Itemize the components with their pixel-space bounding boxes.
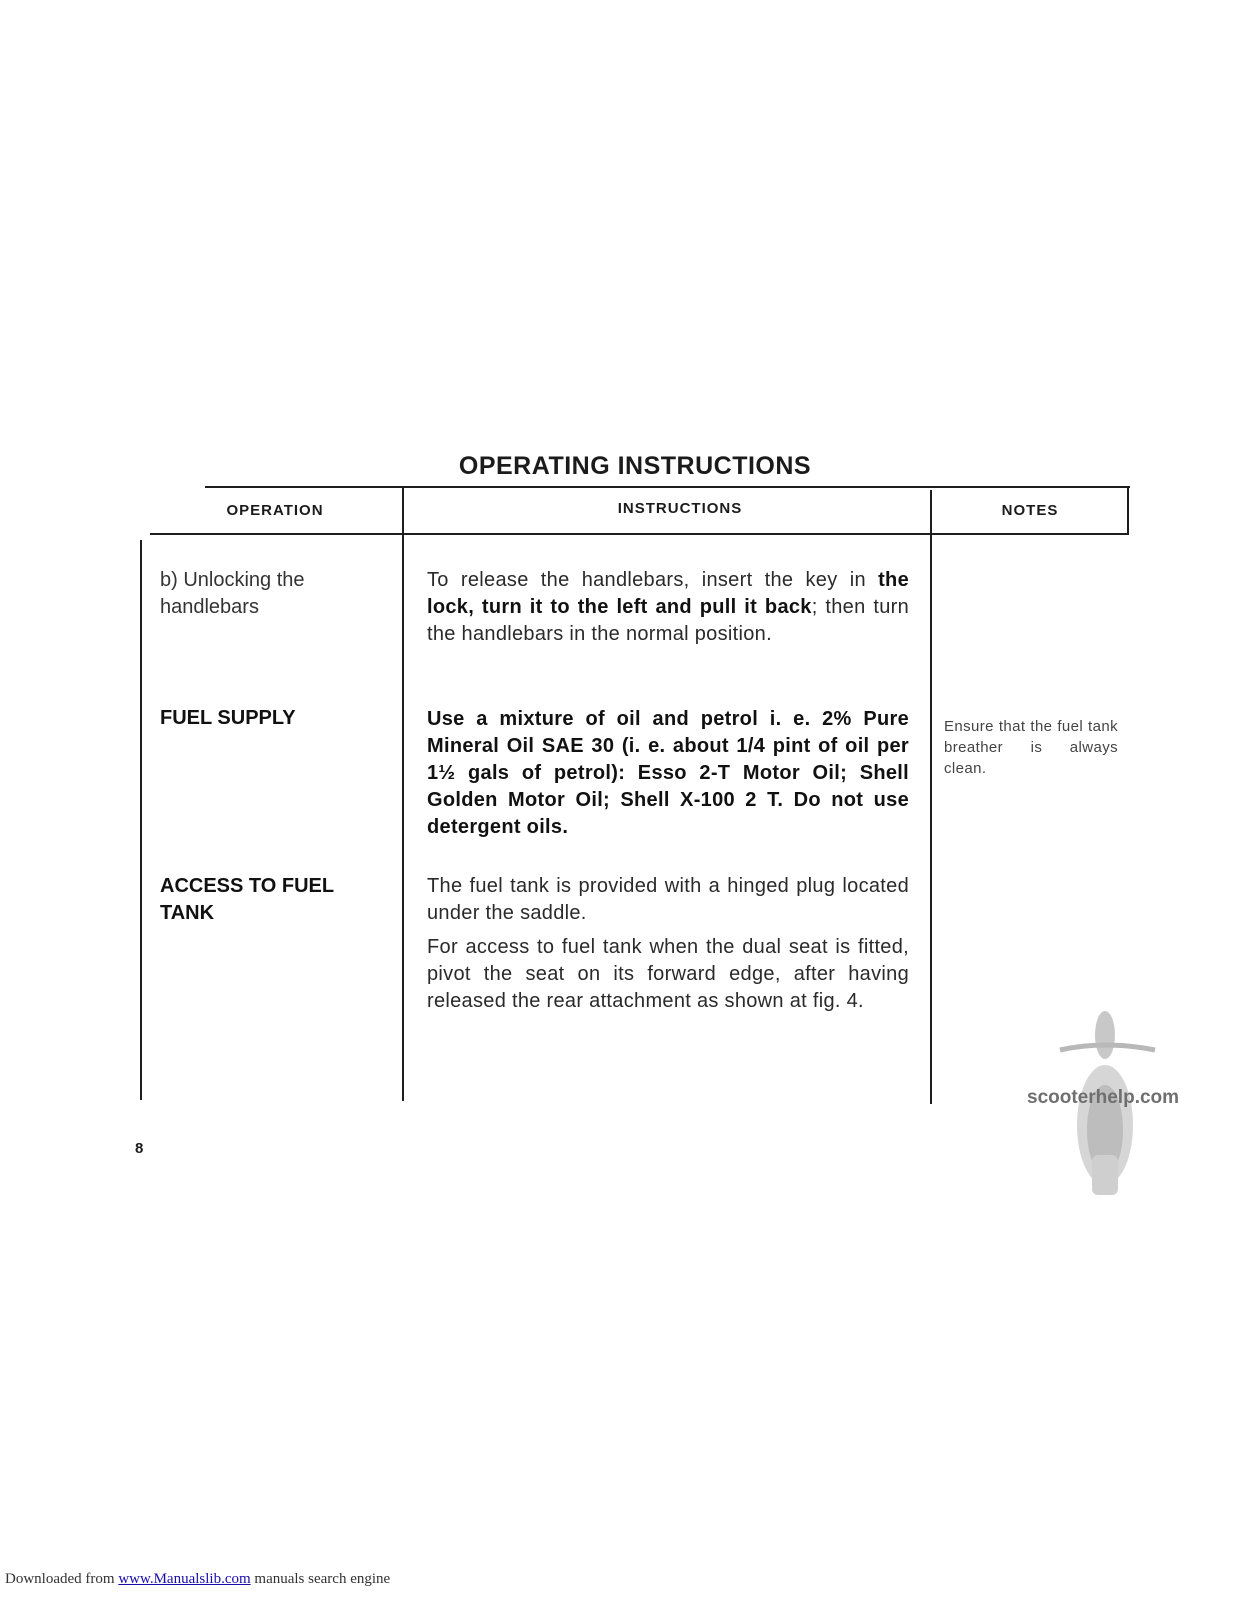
instructions-access-fuel-tank-1: The fuel tank is provided with a hinged plug located under the saddle. xyxy=(427,875,909,924)
instruction-emphasis: the lock, turn it to the left and pull it back xyxy=(427,569,909,618)
instructions-fuel-supply: Use a mixture of oil and petrol i. e. 2% Pure Mineral Oil SAE 30 (i. e. about 1/4 pint of oil per 1½ gals of petrol): Esso 2-T Motor Oil; Shell Golden Motor Oil; Shell X-100 2 T. Do not use detergent oils. xyxy=(427,708,909,838)
column-divider-right xyxy=(1127,487,1129,535)
column-header-instructions: INSTRUCTIONS xyxy=(617,500,743,517)
table-top-rule xyxy=(205,486,1130,488)
footer xyxy=(5,1571,390,1588)
operation-unlocking-handlebars: b) Unlocking the handlebars xyxy=(160,569,305,618)
footer-prefix: Downloaded from xyxy=(5,1571,119,1587)
instructions-unlocking-handlebars xyxy=(427,567,909,648)
instruction-text: ; then turn the handlebars in the normal position. xyxy=(427,596,910,645)
operation-access-fuel-tank: ACCESS TO FUEL TANK xyxy=(160,875,334,924)
instructions-access-fuel-tank-2: For access to fuel tank when the dual seat is fitted, pivot the seat on its forward edge, after having released the rear attachment as shown at fig. 4. xyxy=(427,936,909,1012)
footer-link[interactable]: www.Manualslib.com xyxy=(118,1571,251,1587)
instruction-text: To release the handlebars, insert the key in xyxy=(427,569,879,591)
notes-fuel-supply: Ensure that the fuel tank breather is always clean. xyxy=(944,718,1118,777)
column-header-operation: OPERATION xyxy=(226,502,324,519)
footer-suffix: manuals search engine xyxy=(250,1571,391,1587)
column-divider-left xyxy=(140,540,142,1100)
column-divider-2 xyxy=(930,490,932,1104)
column-header-notes: NOTES xyxy=(1001,502,1059,519)
table-header-rule xyxy=(150,533,1127,535)
operation-fuel-supply: FUEL SUPPLY xyxy=(160,707,296,729)
page-title: OPERATING INSTRUCTIONS xyxy=(458,452,812,480)
page-number: 8 xyxy=(135,1140,144,1157)
column-divider-1 xyxy=(402,487,404,1101)
watermark-text: scooterhelp.com xyxy=(1027,1087,1180,1108)
